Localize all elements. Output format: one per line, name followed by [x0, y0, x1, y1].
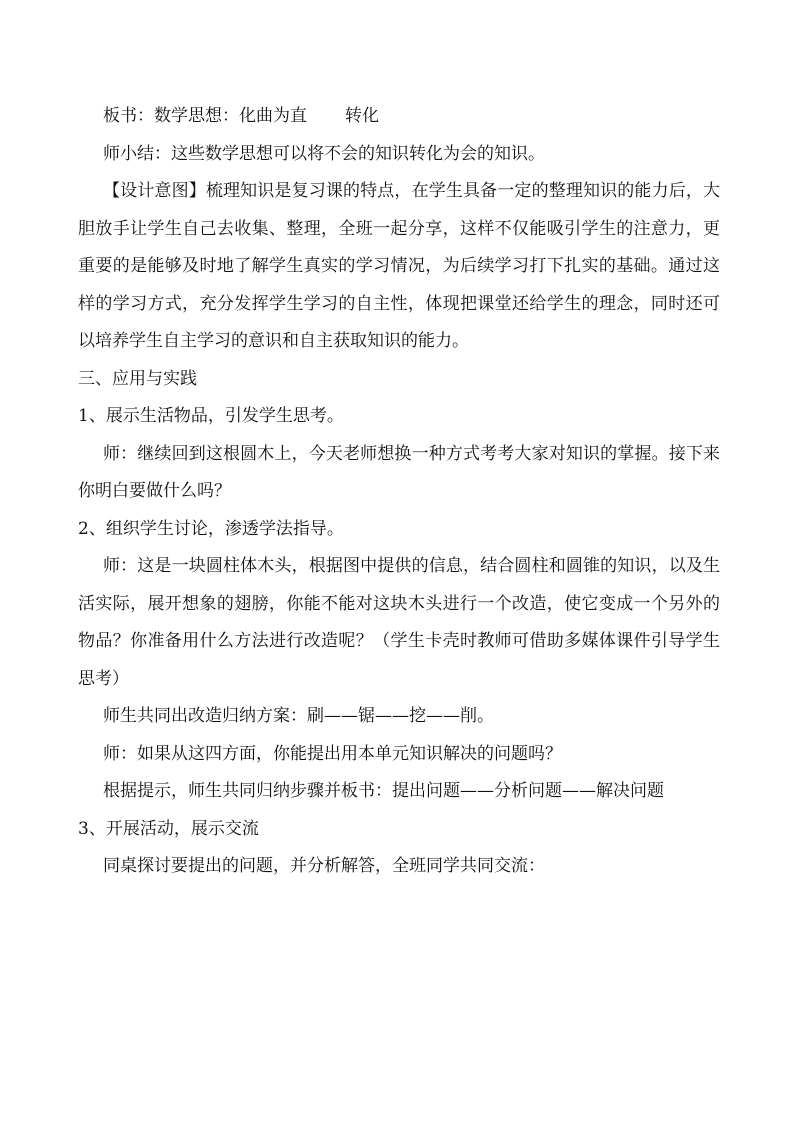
document-body	[78, 98, 720, 886]
step-3-title: 3、开展活动，展示交流	[78, 818, 259, 839]
step-2-title: 2、组织学生讨论，渗透学法指导。	[78, 518, 344, 539]
board-extra: 转化	[345, 106, 379, 126]
section-heading-application: 三、应用与实践	[78, 368, 197, 389]
step-2-plan: 师生共同出改造归纳方案：刷——锯——挖——削。	[103, 706, 494, 726]
step-2-question: 师：如果从这四方面，你能提出用本单元知识解决的问题吗？	[103, 743, 562, 764]
step-1-paragraph: 师：继续回到这根圆木上，今天老师想换一种方式考考大家对知识的掌握。接下来你明白要做什么吗？	[78, 443, 720, 501]
board-line	[78, 98, 720, 136]
board-label: 板书：数学思想：化曲为直	[103, 106, 307, 126]
step-3-paragraph: 同桌探讨要提出的问题，并分析解答，全班同学共同交流：	[103, 856, 545, 876]
step-2-steps: 根据提示，师生共同归纳步骤并板书：提出问题——分析问题——解决问题	[103, 781, 664, 801]
step-2-paragraph: 师：这是一块圆柱体木头，根据图中提供的信息，结合圆柱和圆锥的知识，以及生活实际，展开想象的翅膀，你能不能对这块木头进行一个改造，使它变成一个另外的物品？你准备用什么方法进行改造呢？（学生卡壳时教师可借助多媒体课件引导学生思考）	[78, 556, 720, 689]
design-intent-paragraph: 【设计意图】梳理知识是复习课的特点，在学生具备一定的整理知识的能力后，大胆放手让学生自己去收集、整理，全班一起分享，这样不仅能吸引学生的注意力，更重要的是能够及时地了解学生真实的学习情况，为后续学习打下扎实的基础。通过这样的学习方式，充分发挥学生学习的自主性，体现把课堂还给学生的理念，同时还可以培养学生自主学习的意识和自主获取知识的能力。	[78, 181, 720, 351]
step-1-title: 1、展示生活物品，引发学生思考。	[78, 406, 344, 426]
teacher-summary: 师小结：这些数学思想可以将不会的知识转化为会的知识。	[103, 143, 545, 164]
